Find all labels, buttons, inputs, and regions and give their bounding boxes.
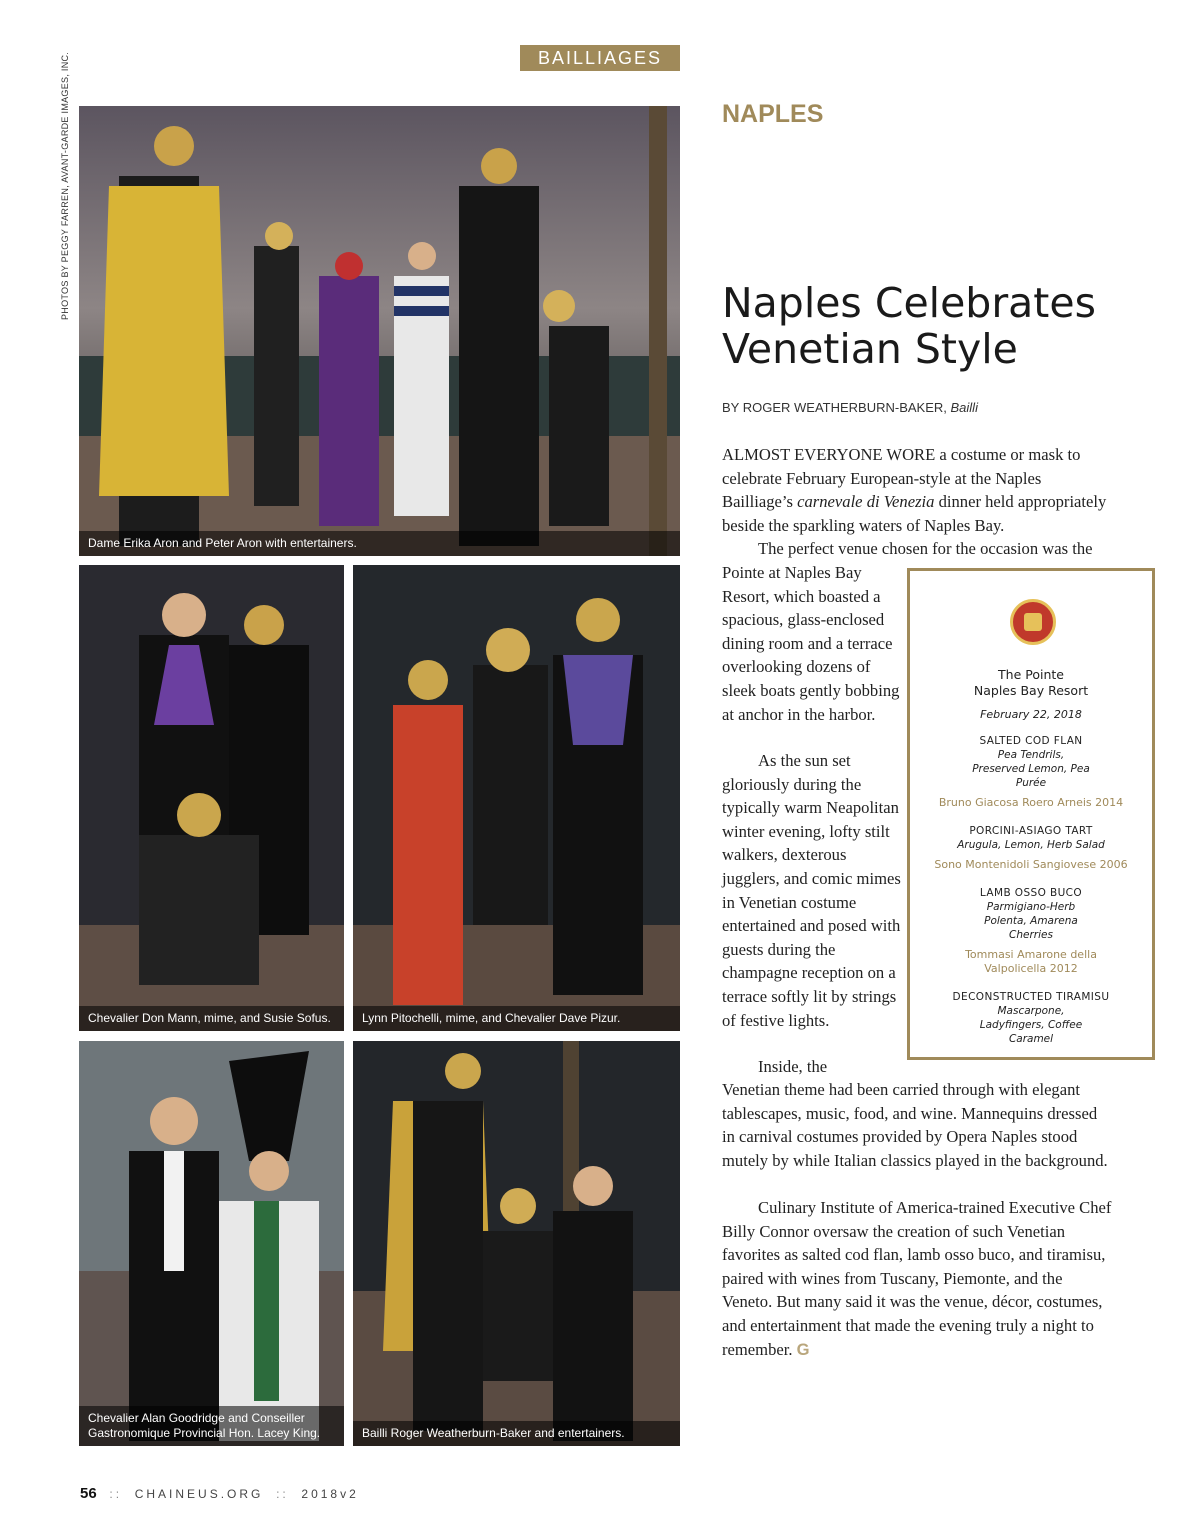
chaine-crest-icon	[1010, 599, 1056, 645]
photo-caption: Chevalier Alan Goodridge and Conseiller Gastronomique Provincial Hon. Lacey King.	[79, 1406, 344, 1446]
course-name: SALTED COD FLAN	[979, 735, 1083, 747]
course-wine: Bruno Giacosa Roero Arneis 2014	[938, 796, 1124, 809]
article-city: NAPLES	[722, 100, 824, 128]
menu-course	[910, 991, 1152, 1046]
paragraph-4b: Venetian theme had been carried through with elegant tablescapes, music, food, and wine. Mannequins dressed in carnival costumes provided by Opera Naples stood mutely by while Italian classics played in the background.	[722, 1080, 1108, 1170]
page-number: 56	[80, 1485, 97, 1502]
footer-separator: ::	[276, 1487, 289, 1501]
paragraph-lead: ALMOST EVERYONE WORE	[722, 445, 936, 464]
course-name: DECONSTRUCTED TIRAMISU	[952, 991, 1110, 1003]
footer-separator: ::	[109, 1487, 123, 1501]
photo-credit: PHOTOS BY PEGGY FARREN, AVANT-GARDE IMAGES, INC.	[60, 51, 70, 320]
course-description: Mascarpone, Ladyfingers, Coffee Caramel	[979, 1005, 1083, 1045]
paragraph-3: As the sun set gloriously during the typically warm Neapolitan winter evening, lofty stilt walkers, dexterous jugglers, and comic mimes in Venetian costume entertained and posed with guests during the champagne reception on a terrace softly lit by strings of festive lights.	[722, 751, 901, 1030]
photo-alan-goodridge	[79, 1041, 344, 1446]
paragraph-5	[722, 1196, 1114, 1361]
course-description: Parmigiano-Herb Polenta, Amarena Cherries	[984, 901, 1078, 941]
article-title: Naples Celebrates Venetian Style	[722, 279, 1096, 373]
photo-scene	[353, 565, 680, 1031]
end-mark-icon: G	[796, 1339, 810, 1359]
paragraph-text: Culinary Institute of America-trained Executive Chef Billy Connor oversaw the creation of such Venetian favorites as salted cod flan, lamb osso buco, and tiramisu, paired with wines from Tuscany, Piemonte, and the Veneto. But many said it was the venue, décor, costumes, and entertainment that made the evening truly a night to remember.	[722, 1198, 1112, 1359]
paragraph-4a: Inside, the	[758, 1057, 828, 1076]
paragraph-text: dinner held appropriately beside the sparkling waters of Naples Bay.	[722, 492, 1107, 535]
course-description: Arugula, Lemon, Herb Salad	[957, 839, 1105, 851]
course-description: Pea Tendrils, Preserved Lemon, Pea Purée	[972, 749, 1090, 789]
menu-venue-line: The Pointe	[998, 667, 1064, 682]
photo-stilt-walkers	[79, 106, 680, 556]
paragraph-1	[722, 443, 1114, 537]
course-wine: Sono Montenidoli Sangiovese 2006	[934, 858, 1128, 871]
article-byline	[722, 400, 978, 415]
menu-date: February 22, 2018	[980, 708, 1082, 721]
photo-scene	[79, 106, 680, 556]
paragraph-2a: The perfect venue chosen for the occasion was the	[758, 539, 1093, 558]
photo-don-mann	[79, 565, 344, 1031]
photo-caption: Chevalier Don Mann, mime, and Susie Sofus.	[79, 1006, 344, 1031]
photo-scene	[353, 1041, 680, 1446]
photo-lynn-pitochelli	[353, 565, 680, 1031]
page-footer	[80, 1485, 359, 1502]
course-name: PORCINI-ASIAGO TART	[969, 825, 1093, 837]
menu-course	[910, 887, 1152, 976]
course-name: LAMB OSSO BUCO	[979, 887, 1083, 899]
paragraph-2b: Pointe at Naples Bay Resort, which boasted a spacious, glass-enclosed dining room and a terrace overlooking dozens of sleek boats gently bobbing at anchor in the harbor.	[722, 563, 900, 724]
section-tag: BAILLIAGES	[520, 45, 680, 71]
menu-course	[910, 735, 1152, 810]
menu-venue	[910, 667, 1152, 699]
photo-caption: Lynn Pitochelli, mime, and Chevalier Dave Pizur.	[353, 1006, 680, 1031]
menu-course	[910, 825, 1152, 872]
photo-scene	[79, 1041, 344, 1446]
photo-caption: Bailli Roger Weatherburn-Baker and entertainers.	[353, 1421, 680, 1446]
byline-title: Bailli	[950, 400, 978, 415]
footer-issue: 2018v2	[301, 1487, 359, 1501]
menu-box	[907, 568, 1155, 1060]
menu-venue-line: Naples Bay Resort	[973, 683, 1089, 698]
byline-name: BY ROGER WEATHERBURN-BAKER,	[722, 400, 951, 415]
paragraph-text: a costume or mask to celebrate February European-style at the Naples Bailliage’s	[722, 445, 1081, 512]
course-wine: Tommasi Amarone della Valpolicella 2012	[965, 948, 1097, 975]
photo-caption: Dame Erika Aron and Peter Aron with entertainers.	[79, 531, 680, 556]
footer-site: CHAINEUS.ORG	[134, 1487, 264, 1501]
paragraph-italic: carnevale di Venezia	[797, 492, 935, 512]
photo-bailli	[353, 1041, 680, 1446]
photo-scene	[79, 565, 344, 1031]
